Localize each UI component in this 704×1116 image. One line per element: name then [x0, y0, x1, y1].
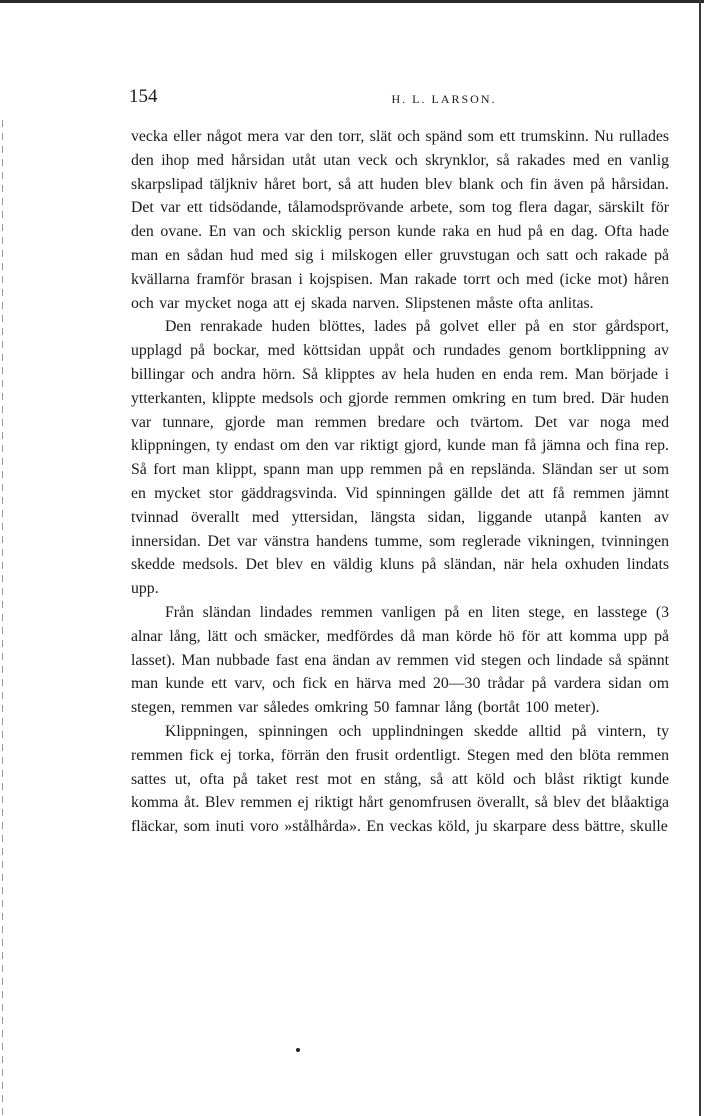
paragraph-4: Klippningen, spinningen och upplindningen skedde alltid på vintern, ty remmen fick ej torka, förrän den frusit ordentligt. Stegen med den blöta remmen sattes ut, ofta på taket rest mot en stång, så att köld och blåst riktigt kunde komma åt. Blev remmen ej riktigt hårt genomfrusen överallt, så blev det blåaktiga fläckar, som inuti voro »stålhårda». En veckas köld, ju skarpare dess bättre, skulle	[131, 722, 669, 836]
top-border-rule	[0, 0, 704, 3]
paragraph-1: vecka eller något mera var den torr, slät och spänd som ett trumskinn. Nu rullades den ihop med hårsidan utåt utan veck och skrynklor, så rakades med en vanlig skarpslipad täljkniv håret bort, så att huden blev blank och fin även på hårsidan. Det var ett tidsödande, tålamodsprövande arbete, som tog flera dagar, särskilt för den ovane. En van och skicklig person kunde raka en hud på en dag. Ofta hade man en sådan hud med sig i milskogen eller gruvstugan och satt och rakade på kvällarna framför brasan i kojspisen. Man rakade torrt och med (icke mot) håren och var mycket noga att ej skada narven. Slipstenen måste ofta anlitas.	[131, 128, 670, 312]
right-border-rule	[699, 0, 701, 1116]
page-header	[129, 86, 669, 112]
body-text	[131, 125, 669, 839]
paragraph-3: Från sländan lindades remmen vanligen på en liten stege, en lasstege (3 alnar lång, lätt och smäcker, medfördes då man körde hö för att komma upp på lasset). Man nubbade fast ena ändan av remmen vid stegen och lindade så spännt man kunde ett varv, och fick en härva med 20—30 trådar på vardera sidan om stegen, remmen var således omkring 50 famnar lång (bortåt 100 meter).	[131, 603, 669, 717]
paragraph-2: Den renrakade huden blöttes, lades på golvet eller på en stor gårdsport, upplagd på bockar, med köttsidan uppåt och rundades genom bortklippning av billingar och andra hörn. Så klipptes av hela huden en enda rem. Man började i ytterkanten, klippte medsols och gjorde remmen omkring en tum bred. Där huden var tunnare, gjorde man remmen bredare och tvärtom. Det var noga med klippningen, ty endast om den var riktigt gjord, kunde man få jämna och fina rep. Så fort man klippt, spann man upp remmen på en repslända. Sländan ser ut som en mycket stor gäddragsvinda. Vid spinningen gällde det att få remmen jämnt tvinnad överallt med yttersidan, längsta sidan, liggande utanpå kanten av innersidan. Det var vänstra handens tumme, som reglerade vikningen, tvinningen skedde medsols. Det blev en väldig kluns på sländan, när hela oxhuden lindats upp.	[131, 318, 669, 598]
running-head-author: H. L. LARSON.	[391, 92, 497, 106]
page-number: 154	[129, 86, 158, 107]
page-speck	[296, 1048, 300, 1052]
left-scan-edge	[2, 120, 3, 1116]
